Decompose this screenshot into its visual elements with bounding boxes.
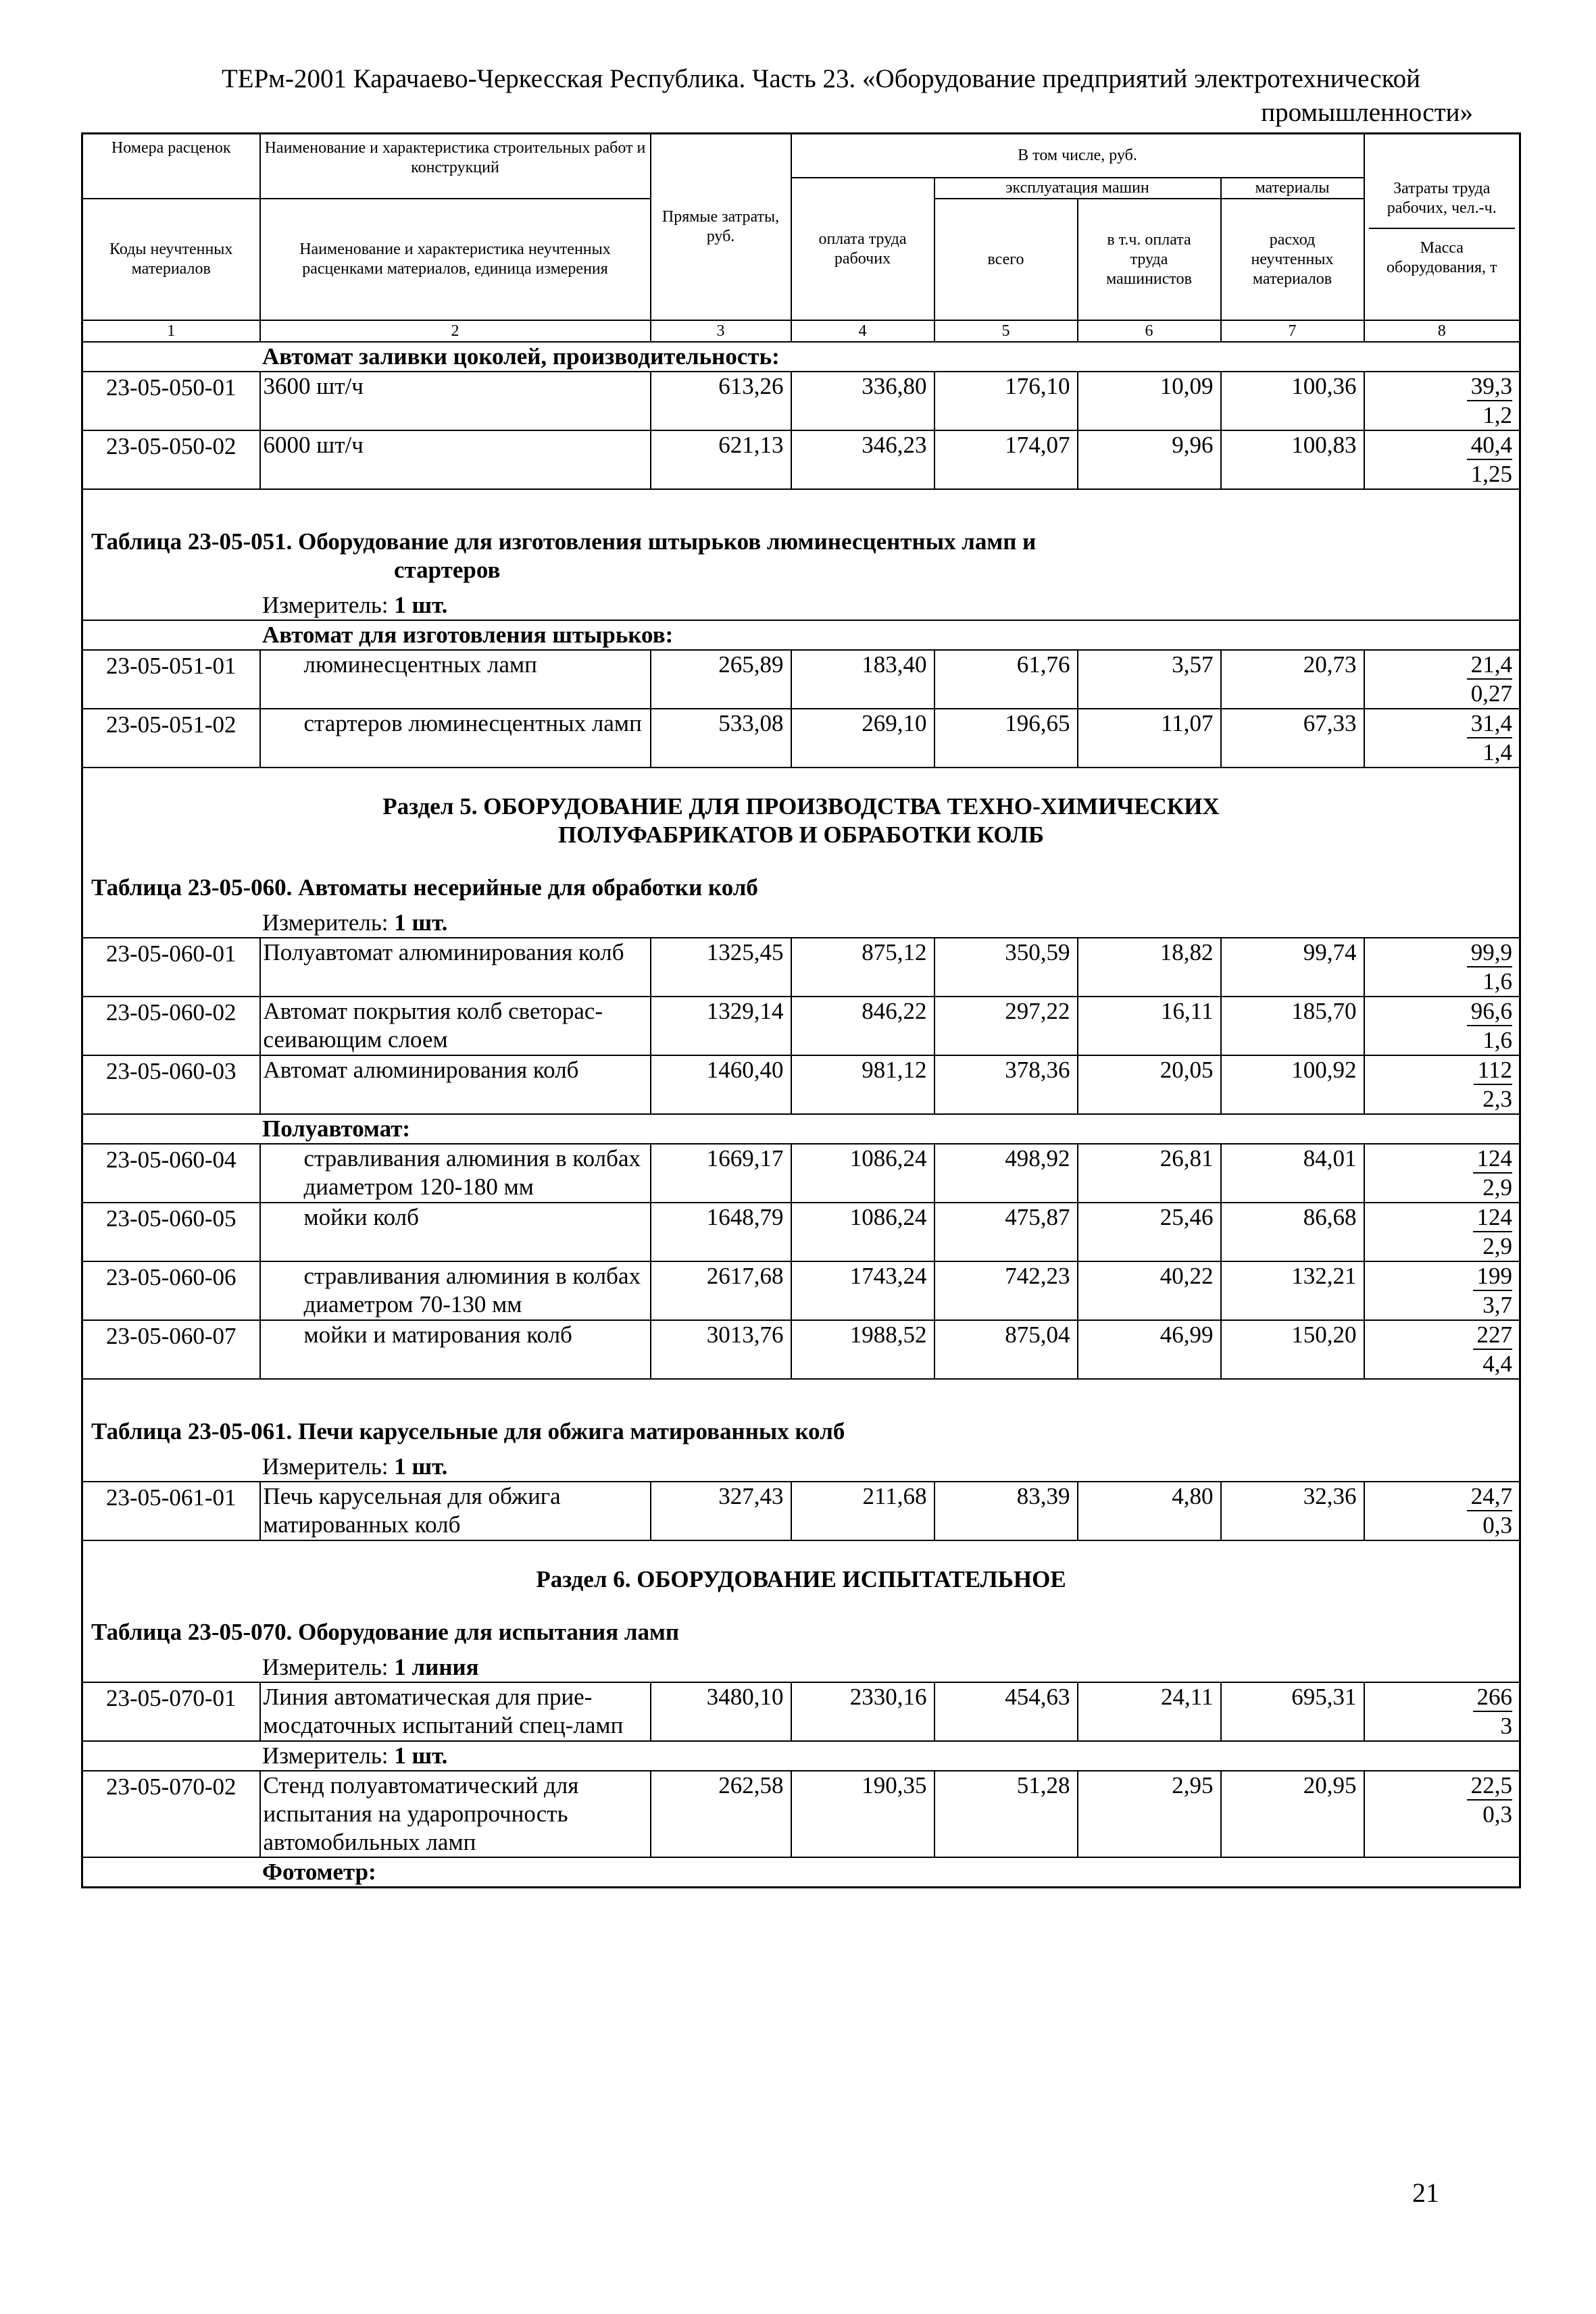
labor-hours: 31,4 <box>1467 710 1512 738</box>
group-heading: Автомат заливки цоколей, производительность: <box>82 342 1520 372</box>
labor-mass-cell <box>1364 1482 1520 1540</box>
measure-row <box>82 1653 1520 1682</box>
labor-hours: 199 <box>1473 1263 1513 1291</box>
table-row <box>82 372 1520 430</box>
section-title-row <box>82 1540 1520 1607</box>
rate-code: 23-05-060-05 <box>82 1203 260 1261</box>
work-name: Линия автоматическая для прие-мосдаточных испытаний спец-ламп <box>260 1682 651 1741</box>
work-name: стартеров люминесцентных ламп <box>260 709 651 768</box>
header-col8-bottom: Масса оборудования, т <box>1387 239 1497 276</box>
group-heading-row <box>82 342 1520 372</box>
table-title-row <box>82 1407 1520 1453</box>
rate-code: 23-05-060-03 <box>82 1055 260 1114</box>
cost-direct: 327,43 <box>651 1482 791 1540</box>
cost-machinists: 26,81 <box>1078 1144 1221 1203</box>
table-title <box>82 1407 1520 1453</box>
header-col5: всего <box>934 199 1078 320</box>
cost-materials: 32,36 <box>1221 1482 1364 1540</box>
cost-machines-total: 51,28 <box>934 1771 1078 1857</box>
cost-materials: 84,01 <box>1221 1144 1364 1203</box>
work-name: мойки колб <box>260 1203 651 1261</box>
measure <box>82 909 1520 938</box>
cost-machines-total: 297,22 <box>934 997 1078 1055</box>
cost-machinists: 2,95 <box>1078 1771 1221 1857</box>
table-title-line: Таблица 23-05-070. Оборудование для испытания ламп <box>91 1619 680 1645</box>
cost-materials: 100,92 <box>1221 1055 1364 1114</box>
cost-wages: 1086,24 <box>791 1203 934 1261</box>
cost-wages: 846,22 <box>791 997 934 1055</box>
equipment-mass: 0,27 <box>1470 680 1512 707</box>
group-heading-row <box>82 1857 1520 1888</box>
equipment-mass: 1,4 <box>1482 739 1512 765</box>
cost-direct: 1325,45 <box>651 938 791 997</box>
labor-mass-cell <box>1364 1320 1520 1379</box>
rate-code: 23-05-060-04 <box>82 1144 260 1203</box>
cost-direct: 262,58 <box>651 1771 791 1857</box>
cost-materials: 150,20 <box>1221 1320 1364 1379</box>
spacer-row <box>82 1379 1520 1407</box>
cost-wages: 336,80 <box>791 372 934 430</box>
cost-machines-total: 176,10 <box>934 372 1078 430</box>
equipment-mass: 0,3 <box>1482 1801 1512 1828</box>
cost-wages: 1988,52 <box>791 1320 934 1379</box>
header-col7: расход неучтенных материалов <box>1221 199 1364 320</box>
labor-hours: 22,5 <box>1467 1772 1512 1801</box>
cost-machines-total: 61,76 <box>934 650 1078 709</box>
group-heading: Полуавтомат: <box>82 1114 1520 1144</box>
header-line-2: промышленности» <box>1261 98 1473 127</box>
labor-mass-cell <box>1364 372 1520 430</box>
work-name: мойки и матирования колб <box>260 1320 651 1379</box>
cost-direct: 2617,68 <box>651 1261 791 1320</box>
cost-wages: 269,10 <box>791 709 934 768</box>
cost-wages: 2330,16 <box>791 1682 934 1741</box>
cost-materials: 86,68 <box>1221 1203 1364 1261</box>
cost-machinists: 4,80 <box>1078 1482 1221 1540</box>
labor-hours: 266 <box>1473 1684 1513 1712</box>
rate-code: 23-05-060-06 <box>82 1261 260 1320</box>
measure-label: Измеритель: <box>262 1742 389 1769</box>
work-name: Полуавтомат алюминирования колб <box>260 938 651 997</box>
measure-row <box>82 1453 1520 1482</box>
price-table <box>81 132 1521 1888</box>
equipment-mass: 1,25 <box>1470 461 1512 487</box>
labor-mass-cell <box>1364 1771 1520 1857</box>
measure <box>82 1741 1520 1771</box>
table-title-row <box>82 517 1520 591</box>
col-number: 1 <box>82 320 260 342</box>
measure-value: 1 шт. <box>394 1742 448 1769</box>
labor-hours: 39,3 <box>1467 373 1512 401</box>
table-title-line: Таблица 23-05-061. Печи карусельные для обжига матированных колб <box>91 1418 845 1444</box>
cost-machines-total: 196,65 <box>934 709 1078 768</box>
cost-materials: 20,95 <box>1221 1771 1364 1857</box>
col-number: 4 <box>791 320 934 342</box>
labor-hours: 96,6 <box>1467 998 1512 1026</box>
header-col6: в т.ч. оплата труда машинистов <box>1078 199 1221 320</box>
cost-wages: 981,12 <box>791 1055 934 1114</box>
labor-mass-cell <box>1364 709 1520 768</box>
cost-materials: 185,70 <box>1221 997 1364 1055</box>
labor-hours: 40,4 <box>1467 432 1512 460</box>
group-heading: Автомат для изготовления штырьков: <box>82 620 1520 650</box>
col-number: 5 <box>934 320 1078 342</box>
rate-code: 23-05-050-02 <box>82 430 260 489</box>
header-machines: эксплуатация машин <box>934 178 1221 199</box>
table-header <box>82 134 1520 321</box>
rate-code: 23-05-051-01 <box>82 650 260 709</box>
cost-materials: 695,31 <box>1221 1682 1364 1741</box>
col-number: 2 <box>260 320 651 342</box>
page-number: 21 <box>1412 2178 1439 2208</box>
col-number: 3 <box>651 320 791 342</box>
rate-code: 23-05-050-01 <box>82 372 260 430</box>
work-name: стравливания алюминия в колбах диаметром 70-130 мм <box>260 1261 651 1320</box>
rate-code: 23-05-070-02 <box>82 1771 260 1857</box>
section-title <box>82 1540 1520 1607</box>
cost-machinists: 40,22 <box>1078 1261 1221 1320</box>
page-header <box>81 62 1520 130</box>
measure-value: 1 шт. <box>394 592 448 618</box>
labor-hours: 124 <box>1473 1204 1513 1232</box>
equipment-mass: 2,9 <box>1482 1174 1512 1201</box>
cost-materials: 132,21 <box>1221 1261 1364 1320</box>
table-row <box>82 709 1520 768</box>
cost-direct: 613,26 <box>651 372 791 430</box>
work-name: люминесцентных ламп <box>260 650 651 709</box>
labor-hours: 112 <box>1474 1057 1512 1085</box>
cost-machines-total: 174,07 <box>934 430 1078 489</box>
cost-materials: 67,33 <box>1221 709 1364 768</box>
work-name: Автомат алюминирования колб <box>260 1055 651 1114</box>
header-col2-top: Наименование и характеристика строительных работ и конструкций <box>260 134 651 178</box>
col-number: 8 <box>1364 320 1520 342</box>
cost-materials: 100,36 <box>1221 372 1364 430</box>
work-name: стравливания алюминия в колбах диаметром 120-180 мм <box>260 1144 651 1203</box>
rate-code: 23-05-060-02 <box>82 997 260 1055</box>
table-row <box>82 1203 1520 1261</box>
rate-code: 23-05-051-02 <box>82 709 260 768</box>
header-col2-bottom: Наименование и характеристика неучтенных расценками материалов, единица измерения <box>260 199 651 320</box>
cost-machines-total: 350,59 <box>934 938 1078 997</box>
table-row <box>82 1320 1520 1379</box>
cost-machines-total: 875,04 <box>934 1320 1078 1379</box>
equipment-mass: 1,2 <box>1482 402 1512 428</box>
measure-value: 1 шт. <box>394 1453 448 1480</box>
equipment-mass: 1,6 <box>1482 1027 1512 1053</box>
labor-mass-cell <box>1364 1261 1520 1320</box>
group-heading-row <box>82 620 1520 650</box>
rate-code: 23-05-060-07 <box>82 1320 260 1379</box>
cost-machinists: 25,46 <box>1078 1203 1221 1261</box>
measure-label: Измеритель: <box>262 592 389 618</box>
section-title-line: Раздел 6. ОБОРУДОВАНИЕ ИСПЫТАТЕЛЬНОЕ <box>536 1566 1066 1592</box>
header-col1-bottom: Коды неучтенных материалов <box>82 199 260 320</box>
labor-mass-cell <box>1364 1055 1520 1114</box>
header-col8-top: Затраты труда рабочих, чел.-ч. <box>1369 172 1516 229</box>
cost-machines-total: 378,36 <box>934 1055 1078 1114</box>
column-numbers <box>82 320 1520 342</box>
cost-direct: 533,08 <box>651 709 791 768</box>
cost-direct: 1329,14 <box>651 997 791 1055</box>
equipment-mass: 4,4 <box>1482 1351 1512 1377</box>
cost-direct: 1669,17 <box>651 1144 791 1203</box>
table-title-row <box>82 863 1520 909</box>
work-name: Печь карусельная для обжига матированных колб <box>260 1482 651 1540</box>
header-materials: материалы <box>1221 178 1364 199</box>
table-row <box>82 430 1520 489</box>
labor-hours: 24,7 <box>1467 1483 1512 1511</box>
measure-row <box>82 1741 1520 1771</box>
equipment-mass: 1,6 <box>1482 968 1512 995</box>
cost-machines-total: 742,23 <box>934 1261 1078 1320</box>
cost-wages: 211,68 <box>791 1482 934 1540</box>
table-title-line: стартеров <box>394 557 501 583</box>
cost-machinists: 16,11 <box>1078 997 1221 1055</box>
table-row <box>82 997 1520 1055</box>
measure <box>82 591 1520 620</box>
header-col4: оплата труда рабочих <box>791 178 934 320</box>
equipment-mass: 3 <box>1500 1713 1512 1739</box>
cost-machines-total: 498,92 <box>934 1144 1078 1203</box>
cost-machines-total: 83,39 <box>934 1482 1078 1540</box>
header-line-1: ТЕРм-2001 Карачаево-Черкесская Республика. Часть 23. «Оборудование предприятий электротехнической <box>221 64 1421 93</box>
labor-mass-cell <box>1364 1203 1520 1261</box>
table-body <box>82 342 1520 1888</box>
table-title <box>82 1607 1520 1653</box>
header-incl: В том числе, руб. <box>791 134 1364 178</box>
cost-machines-total: 454,63 <box>934 1682 1078 1741</box>
cost-wages: 190,35 <box>791 1771 934 1857</box>
equipment-mass: 2,9 <box>1482 1233 1512 1259</box>
cost-direct: 1460,40 <box>651 1055 791 1114</box>
labor-hours: 227 <box>1473 1322 1513 1350</box>
rate-code: 23-05-070-01 <box>82 1682 260 1741</box>
cost-wages: 183,40 <box>791 650 934 709</box>
cost-materials: 20,73 <box>1221 650 1364 709</box>
section-title-line: ПОЛУФАБРИКАТОВ И ОБРАБОТКИ КОЛБ <box>557 822 1045 848</box>
cost-direct: 621,13 <box>651 430 791 489</box>
header-col3: Прямые затраты, руб. <box>651 134 791 321</box>
measure-value: 1 линия <box>394 1654 479 1680</box>
cost-wages: 875,12 <box>791 938 934 997</box>
table-row <box>82 1144 1520 1203</box>
work-name: 6000 шт/ч <box>260 430 651 489</box>
cost-machinists: 20,05 <box>1078 1055 1221 1114</box>
cost-machinists: 10,09 <box>1078 372 1221 430</box>
labor-hours: 21,4 <box>1467 651 1512 680</box>
section-title-line: Раздел 5. ОБОРУДОВАНИЕ ДЛЯ ПРОИЗВОДСТВА ТЕХНО-ХИМИЧЕСКИХ <box>382 793 1220 820</box>
table-title-line: Таблица 23-05-060. Автоматы несерийные для обработки колб <box>91 874 758 901</box>
cost-wages: 1743,24 <box>791 1261 934 1320</box>
work-name: Автомат покрытия колб светорас-сеивающим слоем <box>260 997 651 1055</box>
labor-hours: 124 <box>1473 1145 1513 1174</box>
work-name: 3600 шт/ч <box>260 372 651 430</box>
group-heading-row <box>82 1114 1520 1144</box>
measure-value: 1 шт. <box>394 909 448 936</box>
measure <box>82 1653 1520 1682</box>
cost-machinists: 46,99 <box>1078 1320 1221 1379</box>
cost-direct: 3013,76 <box>651 1320 791 1379</box>
measure-row <box>82 909 1520 938</box>
table-row <box>82 1771 1520 1857</box>
col-number: 7 <box>1221 320 1364 342</box>
measure-label: Измеритель: <box>262 1654 389 1680</box>
cost-machines-total: 475,87 <box>934 1203 1078 1261</box>
measure <box>82 1453 1520 1482</box>
table-row <box>82 1055 1520 1114</box>
equipment-mass: 3,7 <box>1482 1292 1512 1318</box>
table-row <box>82 1482 1520 1540</box>
labor-mass-cell <box>1364 1682 1520 1741</box>
group-heading: Фотометр: <box>82 1857 1520 1888</box>
table-title-line: Таблица 23-05-051. Оборудование для изготовления штырьков люминесцентных ламп и <box>91 528 1037 555</box>
table-title <box>82 517 1520 591</box>
table-title <box>82 863 1520 909</box>
labor-mass-cell <box>1364 997 1520 1055</box>
cost-wages: 1086,24 <box>791 1144 934 1203</box>
cost-machinists: 3,57 <box>1078 650 1221 709</box>
col-number: 6 <box>1078 320 1221 342</box>
work-name: Стенд полуавтоматический для испытания на ударопрочность автомобильных ламп <box>260 1771 651 1857</box>
measure-label: Измеритель: <box>262 909 389 936</box>
labor-hours: 99,9 <box>1467 939 1512 967</box>
cost-direct: 1648,79 <box>651 1203 791 1261</box>
cost-machinists: 11,07 <box>1078 709 1221 768</box>
measure-label: Измеритель: <box>262 1453 389 1480</box>
cost-materials: 99,74 <box>1221 938 1364 997</box>
rate-code: 23-05-061-01 <box>82 1482 260 1540</box>
cost-machinists: 9,96 <box>1078 430 1221 489</box>
table-row <box>82 938 1520 997</box>
section-title <box>82 768 1520 863</box>
rate-code: 23-05-060-01 <box>82 938 260 997</box>
cost-materials: 100,83 <box>1221 430 1364 489</box>
cost-machinists: 24,11 <box>1078 1682 1221 1741</box>
table-row <box>82 650 1520 709</box>
spacer-row <box>82 489 1520 517</box>
equipment-mass: 2,3 <box>1482 1086 1512 1112</box>
section-title-row <box>82 768 1520 863</box>
measure-row <box>82 591 1520 620</box>
labor-mass-cell <box>1364 1144 1520 1203</box>
cost-machinists: 18,82 <box>1078 938 1221 997</box>
labor-mass-cell <box>1364 938 1520 997</box>
labor-mass-cell <box>1364 430 1520 489</box>
cost-direct: 265,89 <box>651 650 791 709</box>
cost-wages: 346,23 <box>791 430 934 489</box>
equipment-mass: 0,3 <box>1482 1512 1512 1538</box>
cost-direct: 3480,10 <box>651 1682 791 1741</box>
table-row <box>82 1261 1520 1320</box>
labor-mass-cell <box>1364 650 1520 709</box>
table-row <box>82 1682 1520 1741</box>
header-col1-top: Номера расценок <box>82 134 260 178</box>
table-title-row <box>82 1607 1520 1653</box>
